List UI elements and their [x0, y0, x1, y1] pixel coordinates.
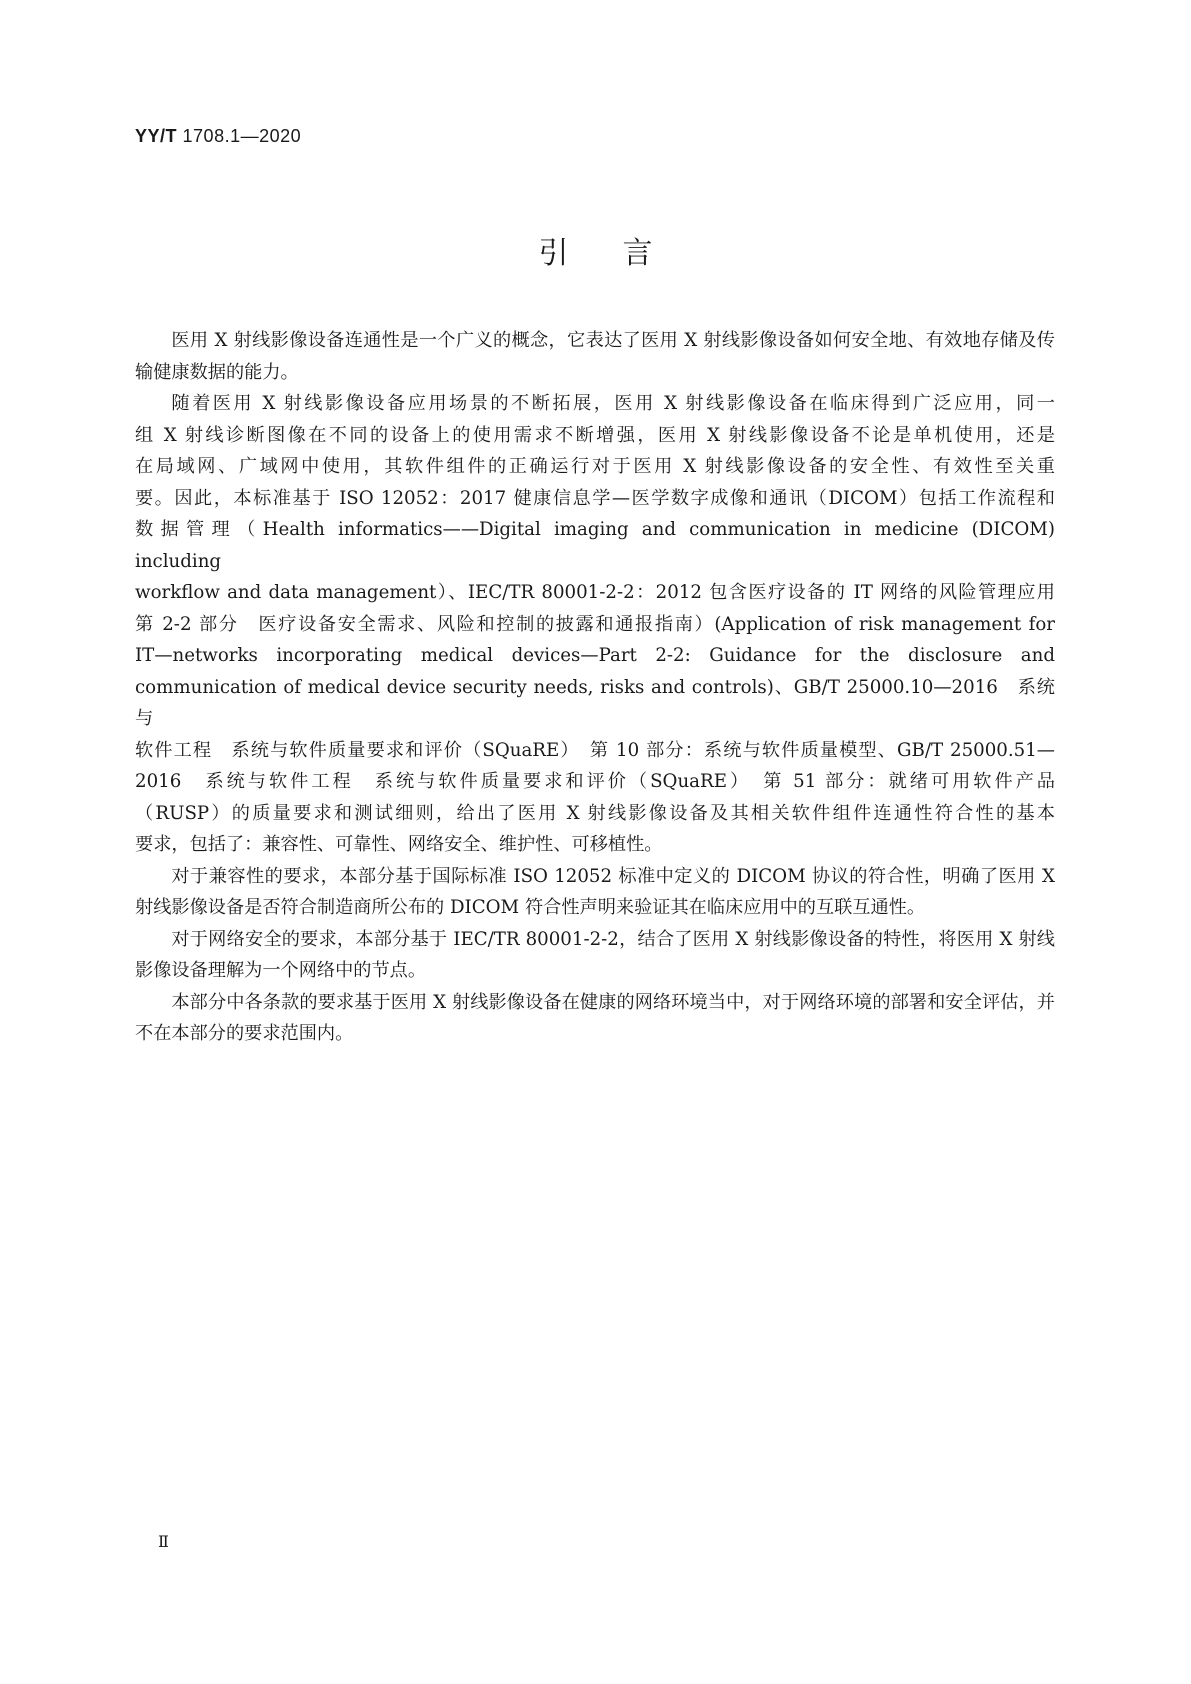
paragraph-line: IT—networks incorporating medical devices—Part 2-2: Guidance for the disclosure and: [135, 645, 1055, 666]
paragraph-line: 第 2-2 部分 医疗设备安全需求、风险和控制的披露和通报指南）(Application of risk management for: [135, 613, 1055, 635]
introduction-body: [135, 325, 1055, 1050]
paragraph-scope: 本部分中各条款的要求基于医用 X 射线影像设备在健康的网络环境当中，对于网络环境的部署和安全评估，并不在本部分的要求范围内。: [135, 991, 1055, 1044]
paragraph-line: communication of medical device security needs, risks and controls)、GB/T 25000.10—2016 系统与: [135, 676, 1055, 729]
page-title: 引言: [538, 236, 707, 271]
paragraph-line: 软件工程 系统与软件质量要求和评价（SQuaRE） 第 10 部分：系统与软件质量模型、GB/T 25000.51—: [135, 739, 1055, 761]
document-code-prefix: YY/T: [135, 126, 178, 146]
paragraph-line: 随着医用 X 射线影像设备应用场景的不断拓展，医用 X 射线影像设备在临床得到广泛应用，同一: [171, 393, 1055, 414]
paragraph-connectivity-definition: 医用 X 射线影像设备连通性是一个广义的概念，它表达了医用 X 射线影像设备如何安全地、有效地存储及传输健康数据的能力。: [135, 330, 1055, 383]
paragraph-line: 要。因此，本标准基于 ISO 12052：2017 健康信息学—医学数字成像和通讯（DICOM）包括工作流程和: [135, 487, 1055, 509]
paragraph-line: 组 X 射线诊断图像在不同的设备上的使用需求不断增强，医用 X 射线影像设备不论是单机使用，还是: [135, 424, 1055, 446]
paragraph-line: 在局域网、广域网中使用，其软件组件的正确运行对于医用 X 射线影像设备的安全性、有效性至关重: [135, 456, 1055, 477]
paragraph-line: workflow and data management）、IEC/TR 80001-2-2：2012 包含医疗设备的 IT 网络的风险管理应用: [135, 582, 1055, 603]
paragraph-line: 要求，包括了：兼容性、可靠性、网络安全、维护性、可移植性。: [135, 834, 663, 855]
paragraph-line: （RUSP）的质量要求和测试细则，给出了医用 X 射线影像设备及其相关软件组件连通性符合性的基本: [135, 802, 1055, 824]
page-number: Ⅱ: [158, 1532, 169, 1551]
paragraph-line: 2016 系统与软件工程 系统与软件质量要求和评价（SQuaRE） 第 51 部分：就绪可用软件产品: [135, 771, 1055, 792]
paragraph-line: 数据管理（Health informatics——Digital imaging and communication in medicine (DICOM) including: [135, 519, 1055, 572]
document-code-number: 1708.1—2020: [182, 126, 302, 146]
document-code: [135, 126, 301, 147]
paragraph-network-security: 对于网络安全的要求，本部分基于 IEC/TR 80001-2-2，结合了医用 X 射线影像设备的特性，将医用 X 射线影像设备理解为一个网络中的节点。: [135, 928, 1055, 981]
paragraph-compatibility: 对于兼容性的要求，本部分基于国际标准 ISO 12052 标准中定义的 DICOM 协议的符合性，明确了医用 X 射线影像设备是否符合制造商所公布的 DICOM 符合性声明来验证其在临床应用中的互联互通性。: [135, 865, 1055, 918]
